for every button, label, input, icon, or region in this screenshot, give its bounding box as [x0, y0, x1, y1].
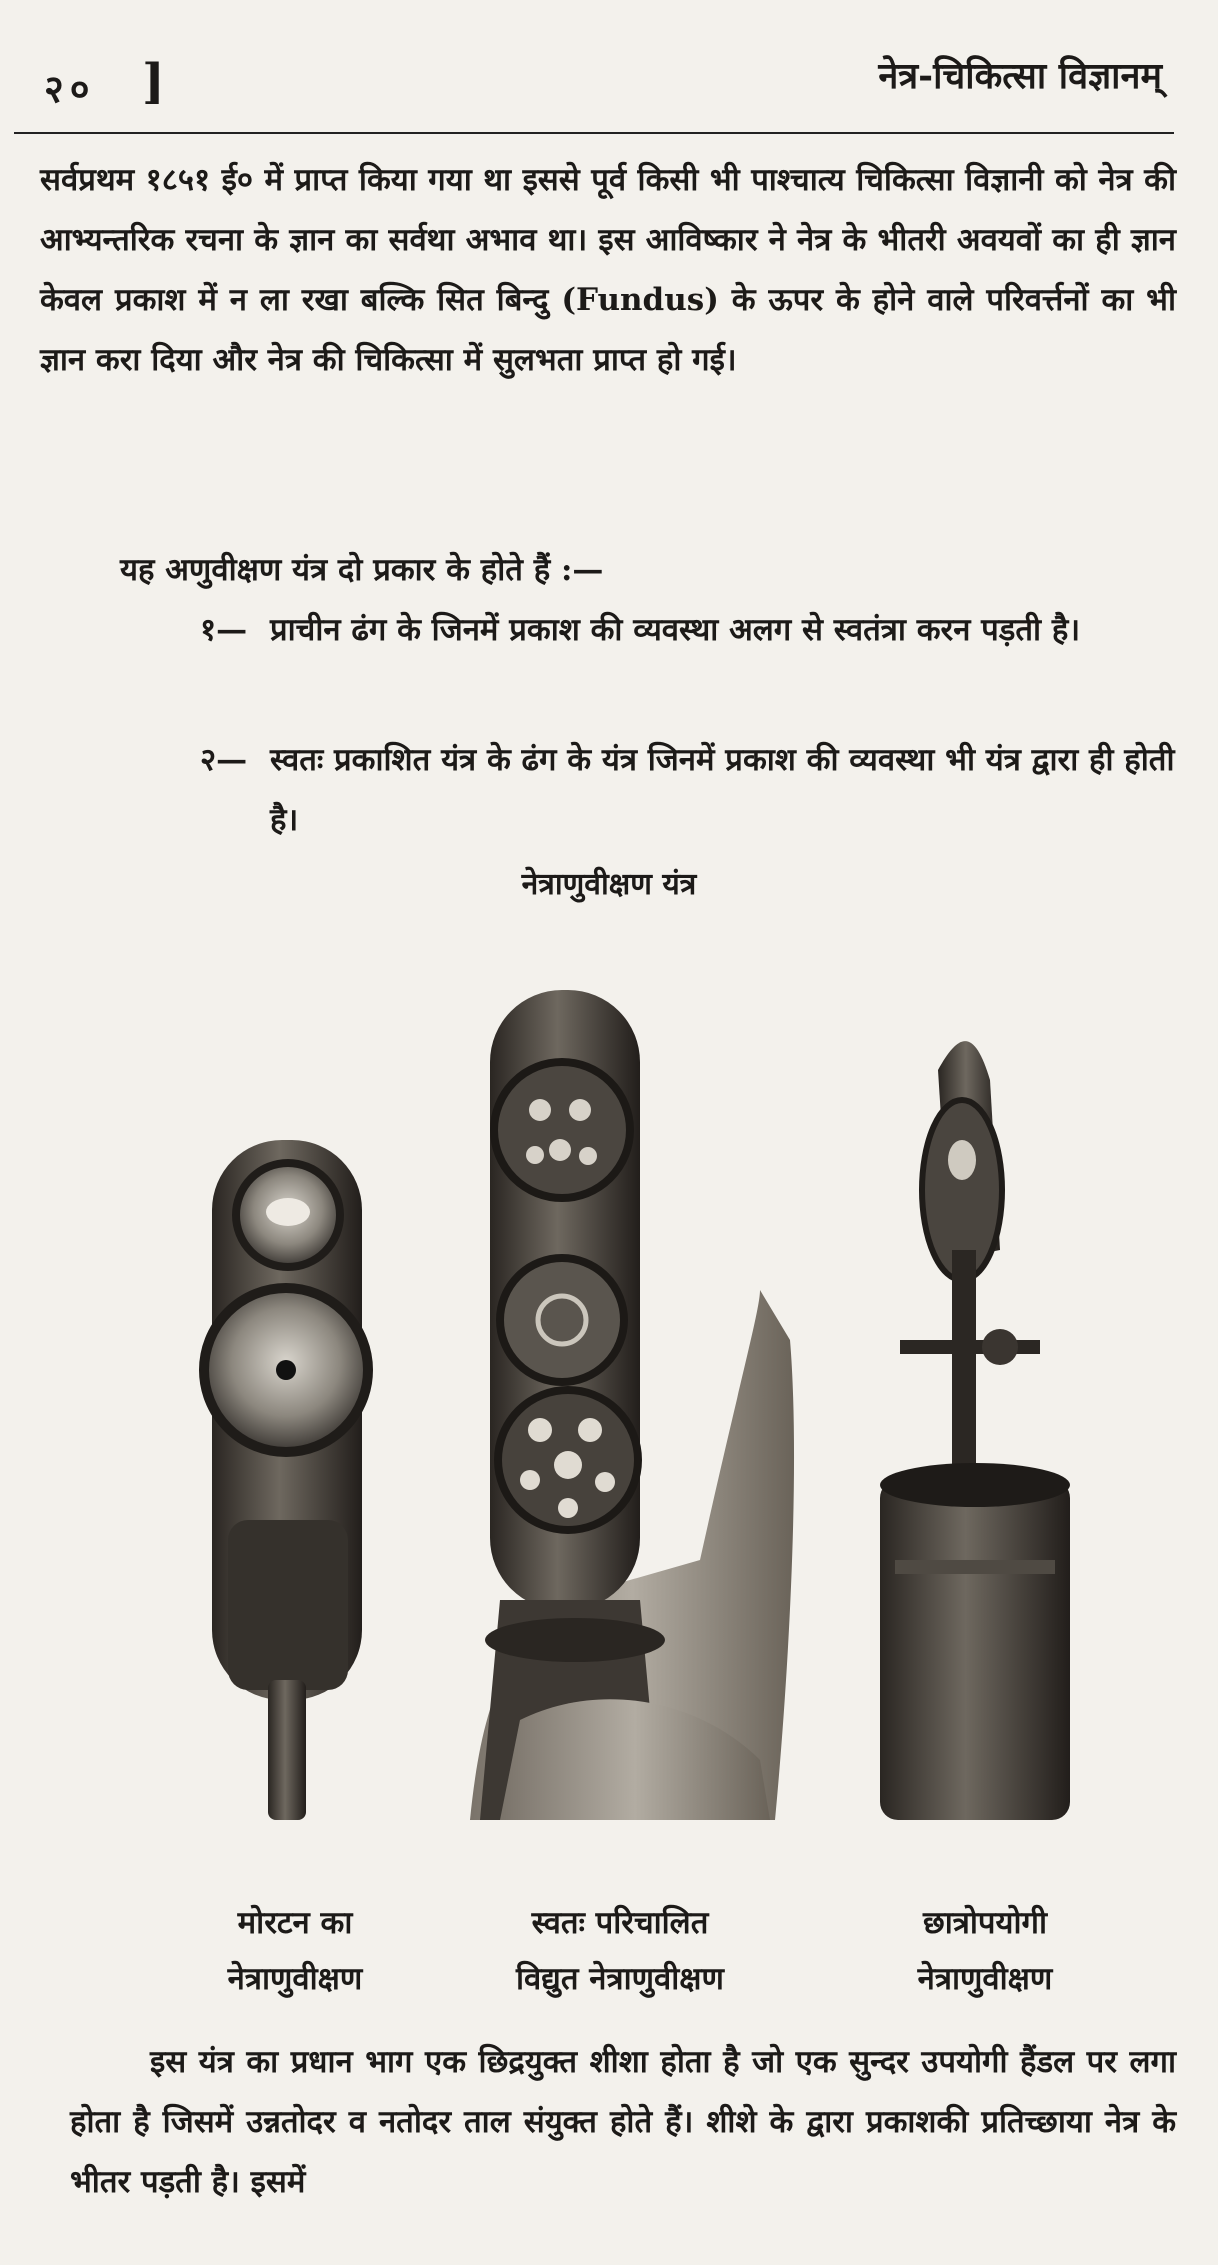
list-item-text: स्वतः प्रकाशित यंत्र के ढंग के यंत्र जिनमें प्रकाश की व्यवस्था भी यंत्र द्वारा ही होती है।	[270, 742, 1175, 838]
list-item-text: प्राचीन ढंग के जिनमें प्रकाश की व्यवस्था अलग से स्वतंत्रा करन पड़ती है।	[270, 612, 1081, 648]
paragraph-1: सर्वप्रथम १८५१ ई० में प्राप्त किया गया था इससे पूर्व किसी भी पाश्चात्य चिकित्सा विज्ञानी को नेत्र की आभ्यन्तरिक रचना के ज्ञान का सर्वथा अभाव था। इस आविष्कार ने नेत्र के भीतरी अवयवों का ही ज्ञान केवल प्रकाश में न ला रखा बल्कि सित बिन्दु (Fundus) के ऊपर के होने वाले परिवर्त्तनों का भी ज्ञान करा दिया और नेत्र की चिकित्सा में सुलभता प्राप्त हो गई।	[40, 162, 1176, 378]
morton-ophthalmoscope	[204, 1140, 368, 1820]
list-item-1	[200, 600, 1180, 660]
instrument-label-line: मोरटन का	[237, 1905, 353, 1941]
instrument-label-line: विद्युत नेत्राणुवीक्षण	[516, 1961, 724, 1997]
header-bracket: ]	[142, 54, 165, 110]
list-item-number: १—	[200, 612, 248, 648]
instrument-label-student	[855, 1895, 1115, 2007]
list-item-2	[200, 730, 1180, 850]
instrument-label-line: नेत्राणुवीक्षण	[227, 1961, 363, 1997]
ophthalmoscope-figure	[0, 960, 1218, 1860]
figure-caption: नेत्राणुवीक्षण यंत्र	[521, 867, 697, 902]
page-header	[14, 40, 1174, 134]
book-title: नेत्र-चिकित्सा विज्ञानम्	[878, 55, 1162, 97]
instrument-label-line: नेत्राणुवीक्षण	[917, 1961, 1053, 1997]
student-ophthalmoscope	[880, 1041, 1070, 1820]
paragraph-2: इस यंत्र का प्रधान भाग एक छिद्रयुक्त शीशा होता है जो एक सुन्दर उपयोगी हैंडल पर लगा होता है जिसमें उन्नतोदर व नतोदर ताल संयुक्त होते हैं। शीशे के द्वारा प्रकाशकी प्रतिच्छाया नेत्र के भीतर पड़ती है। इसमें	[70, 2044, 1176, 2200]
instrument-label-line: स्वतः परिचालित	[531, 1905, 709, 1941]
instrument-label-morton	[165, 1895, 425, 2007]
list-item-number: २—	[200, 742, 248, 778]
page-number: २०	[44, 66, 96, 111]
intro-line: यह अणुवीक्षण यंत्र दो प्रकार के होते हैं :—	[120, 552, 604, 588]
electric-ophthalmoscope	[470, 990, 794, 1820]
instrument-label-line: छात्रोपयोगी	[923, 1905, 1047, 1941]
instrument-label-electric	[455, 1895, 785, 2007]
